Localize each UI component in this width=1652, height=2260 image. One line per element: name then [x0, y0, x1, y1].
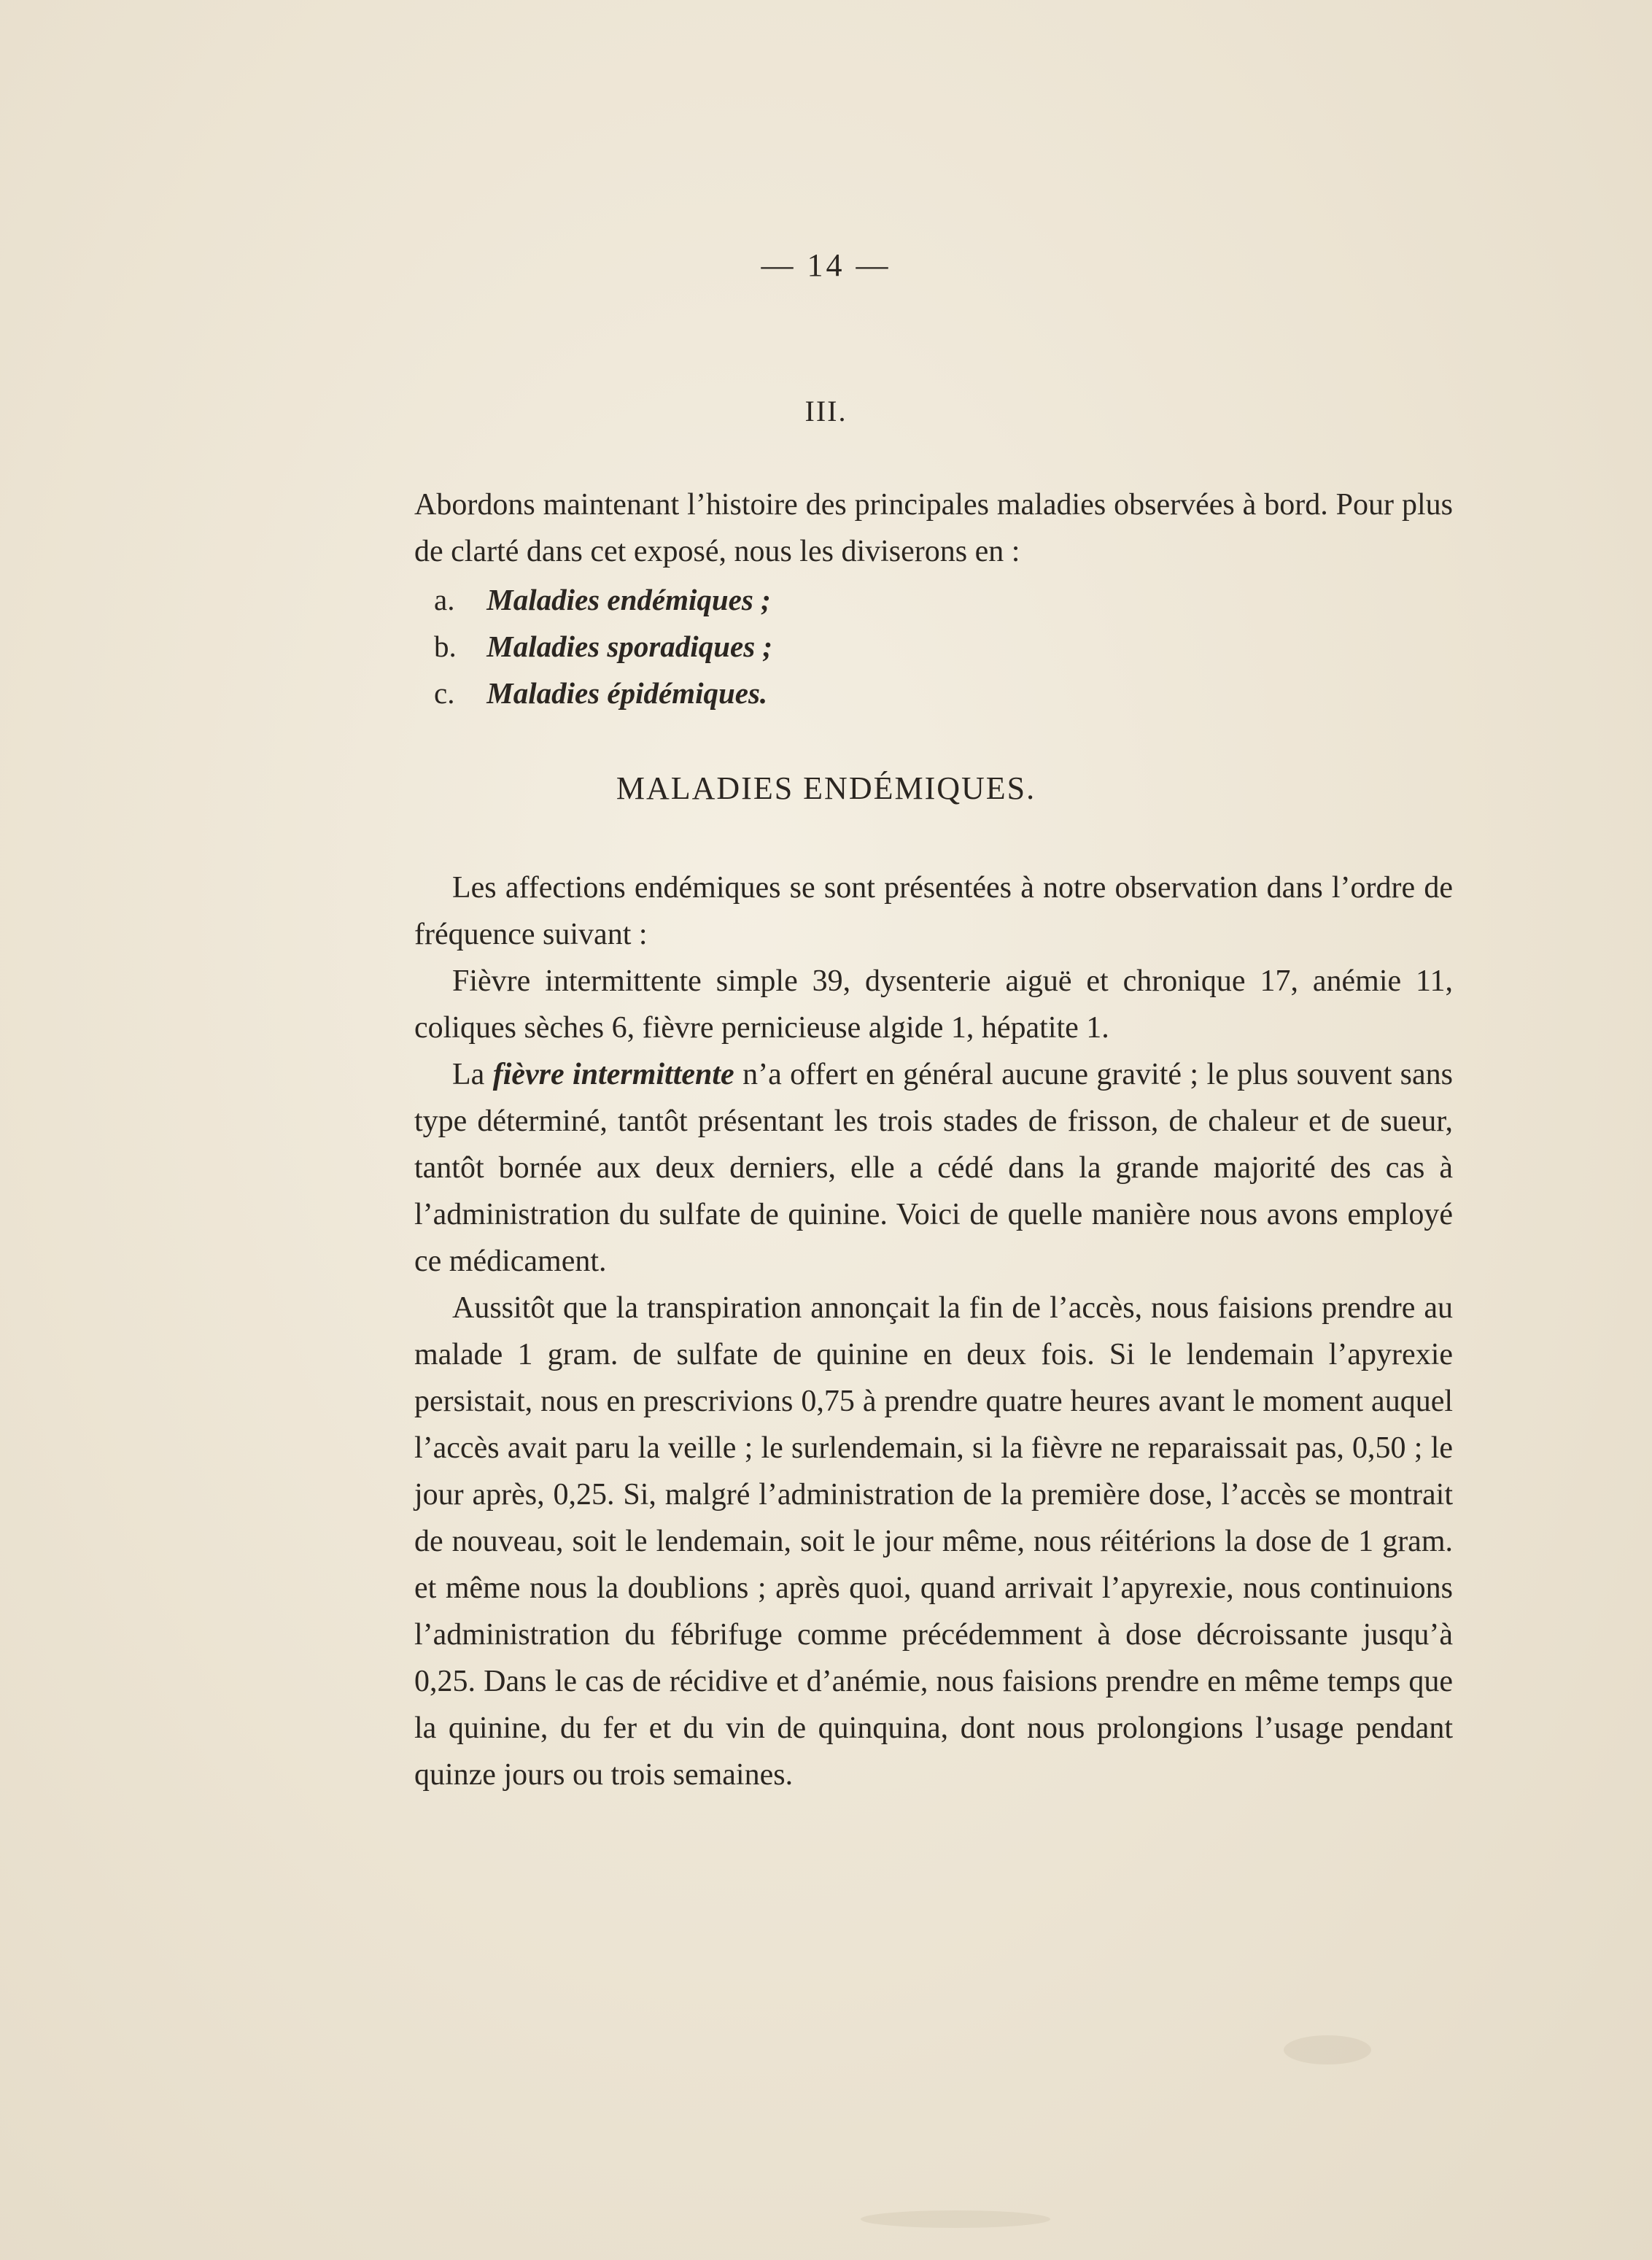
paper-stain — [1284, 2035, 1371, 2064]
list-letter: a. — [434, 583, 455, 616]
paragraph-lead: La — [452, 1058, 493, 1091]
list-letter: b. — [434, 630, 457, 663]
section-heading: MALADIES ENDÉMIQUES. — [616, 770, 1036, 806]
paragraph-fever — [414, 1051, 1453, 1285]
italic-term: fièvre intermittente — [492, 1058, 734, 1091]
intro-paragraph: Abordons maintenant l’histoire des principales maladies observées à bord. Pour plus de clarté dans cet exposé, nous les diviserons en : — [414, 488, 1453, 568]
disease-category-list — [434, 576, 1090, 716]
list-item — [434, 576, 1090, 623]
paragraph-treatment: Aussitôt que la transpiration annonçait la fin de l’accès, nous faisions prendre au malade 1 gram. de sulfate de quinine en deux fois. Si le lendemain l’apyrexie persistait, nous en prescrivions 0,75 à prendre quatre heures avant le moment auquel l’accès avait paru la veille ; le surlendemain, si la fièvre ne reparaissait pas, 0,50 ; le jour après, 0,25. Si, malgré l’administration de la première dose, l’accès se montrait de nouveau, soit le lendemain, soit le jour même, nous réitérions la dose de 1 gram. et même nous la doublions ; après quoi, quand arrivait l’apyrexie, nous continuions l’administration du fébrifuge comme précédemment à dose décroissante jusqu’à 0,25. Dans le cas de récidive et d’anémie, nous faisions prendre en même temps que la quinine, du fer et du vin de quinquina, dont nous prolongions l’usage pendant quinze jours ou trois semaines. — [414, 1291, 1453, 1792]
section-number: III. — [804, 395, 848, 427]
page-number: — 14 — — [761, 247, 891, 283]
list-label: Maladies épidémiques. — [486, 676, 768, 710]
list-label: Maladies endémiques ; — [486, 583, 771, 616]
list-item — [434, 670, 1090, 716]
list-label: Maladies sporadiques ; — [486, 630, 773, 663]
paragraph-rest: n’a offert en général aucune gravité ; le plus souvent sans type déterminé, tantôt présentant les trois stades de frisson, de chaleur et de sueur, tantôt bornée aux deux derniers, elle a cédé dans la grande majorité des cas à l’administration du sulfate de quinine. Voici de quelle manière nous avons employé ce médicament. — [414, 1058, 1454, 1278]
paragraph-counts: Fièvre intermittente simple 39, dysenterie aiguë et chronique 17, anémie 11, coliques sèches 6, fièvre pernicieuse algide 1, hépatite 1. — [414, 964, 1453, 1045]
paper-stain — [861, 2210, 1050, 2228]
body-text — [414, 864, 1453, 1798]
list-item — [434, 623, 1090, 670]
paragraph-frequency: Les affections endémiques se sont présentées à notre observation dans l’ordre de fréquence suivant : — [414, 871, 1453, 951]
list-letter: c. — [434, 676, 455, 710]
